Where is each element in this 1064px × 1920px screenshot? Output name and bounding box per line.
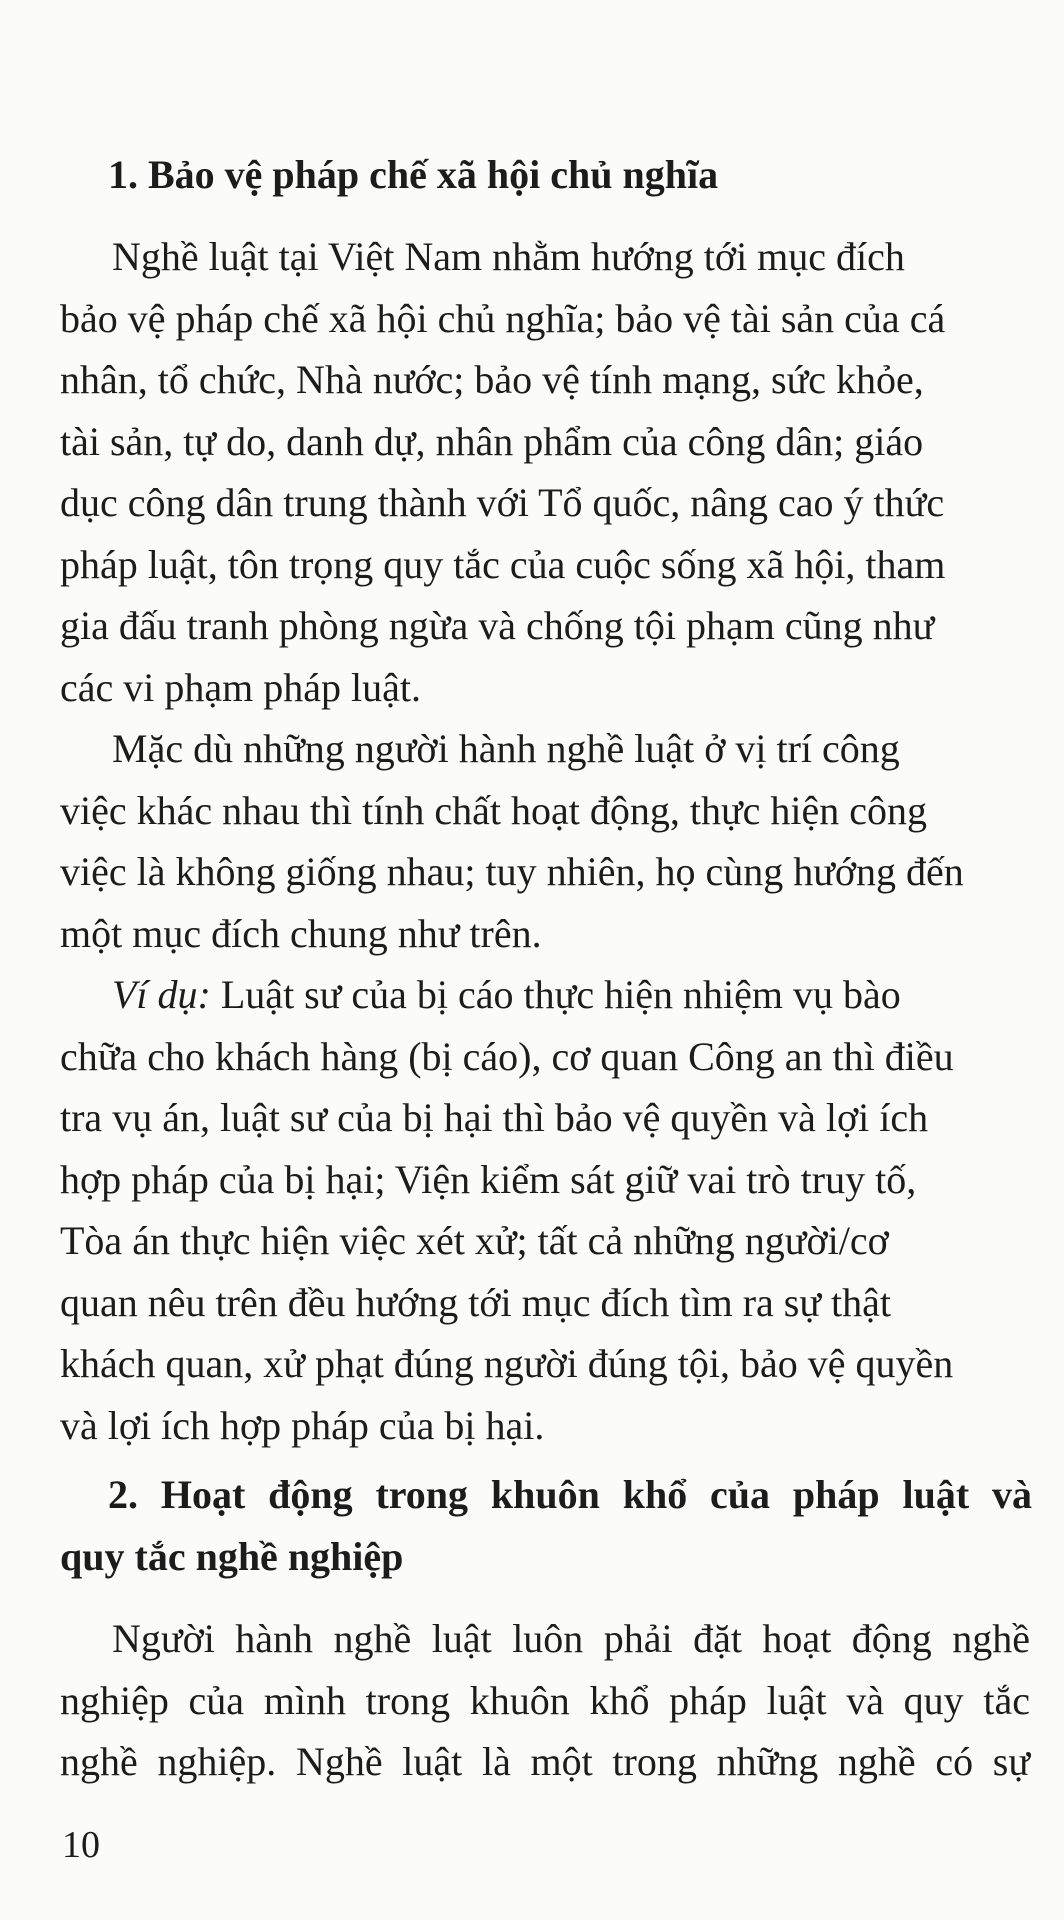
text-line [60,964,1030,1026]
text-line: gia đấu tranh phòng ngừa và chống tội phạm cũng như [60,603,935,648]
text-line: nghiệp của mình trong khuôn khổ pháp luật và quy tắc [60,1677,1030,1723]
text-line: một mục đích chung như trên. [60,910,542,956]
page-number: 10 [62,1824,100,1866]
section-1-paragraph-2 [60,718,1030,964]
section-1-paragraph-1 [60,226,1030,718]
text-line: Tòa án thực hiện việc xét xử; tất cả những người/cơ [60,1218,889,1263]
text-line: nghề nghiệp. Nghề luật là một trong những nghề có sự [60,1739,1030,1784]
text-line: bảo vệ pháp chế xã hội chủ nghĩa; bảo vệ tài sản của cá [60,295,946,341]
text-line: việc là không giống nhau; tuy nhiên, họ cùng hướng đến [60,849,964,894]
section-2-heading-line-2: quy tắc nghề nghiệp [60,1534,404,1579]
example-text: Luật sư của bị cáo thực hiện nhiệm vụ bào [210,972,901,1017]
text-line: chữa cho khách hàng (bị cáo), cơ quan Công an thì điều [60,1033,954,1079]
text-line: pháp luật, tôn trọng quy tắc của cuộc sống xã hội, tham [60,541,946,587]
section-2-heading-line-1: 2. Hoạt động trong khuôn khổ của pháp luật và [108,1472,1032,1517]
text-line: tài sản, tự do, danh dự, nhân phẩm của công dân; giáo [60,418,924,464]
section-1-heading: 1. Bảo vệ pháp chế xã hội chủ nghĩa [108,152,719,197]
text-line: nhân, tổ chức, Nhà nước; bảo vệ tính mạng, sức khỏe, [60,357,924,402]
section-2-paragraph-1 [60,1608,1030,1793]
text-line: các vi phạm pháp luật. [60,664,421,710]
section-2-heading [60,1464,1032,1588]
text-line: hợp pháp của bị hại; Viện kiểm sát giữ vai trò truy tố, [60,1156,917,1202]
text-line: dục công dân trung thành với Tổ quốc, nâng cao ý thức [60,480,945,525]
example-label: Ví dụ: [112,972,211,1017]
text-line: Người hành nghề luật luôn phải đặt hoạt động nghề [112,1616,1030,1661]
text-line: khách quan, xử phạt đúng người đúng tội, bảo vệ quyền [60,1341,954,1386]
text-line: Nghề luật tại Việt Nam nhằm hướng tới mục đích [112,234,905,279]
text-line: tra vụ án, luật sư của bị hại thì bảo vệ quyền và lợi ích [60,1095,929,1140]
text-line: quan nêu trên đều hướng tới mục đích tìm ra sự thật [60,1279,892,1325]
section-1-example-paragraph [60,964,1030,1456]
text-line: và lợi ích hợp pháp của bị hại. [60,1402,545,1448]
text-line: việc khác nhau thì tính chất hoạt động, thực hiện công [60,787,927,833]
text-line: Mặc dù những người hành nghề luật ở vị trí công [112,726,900,771]
